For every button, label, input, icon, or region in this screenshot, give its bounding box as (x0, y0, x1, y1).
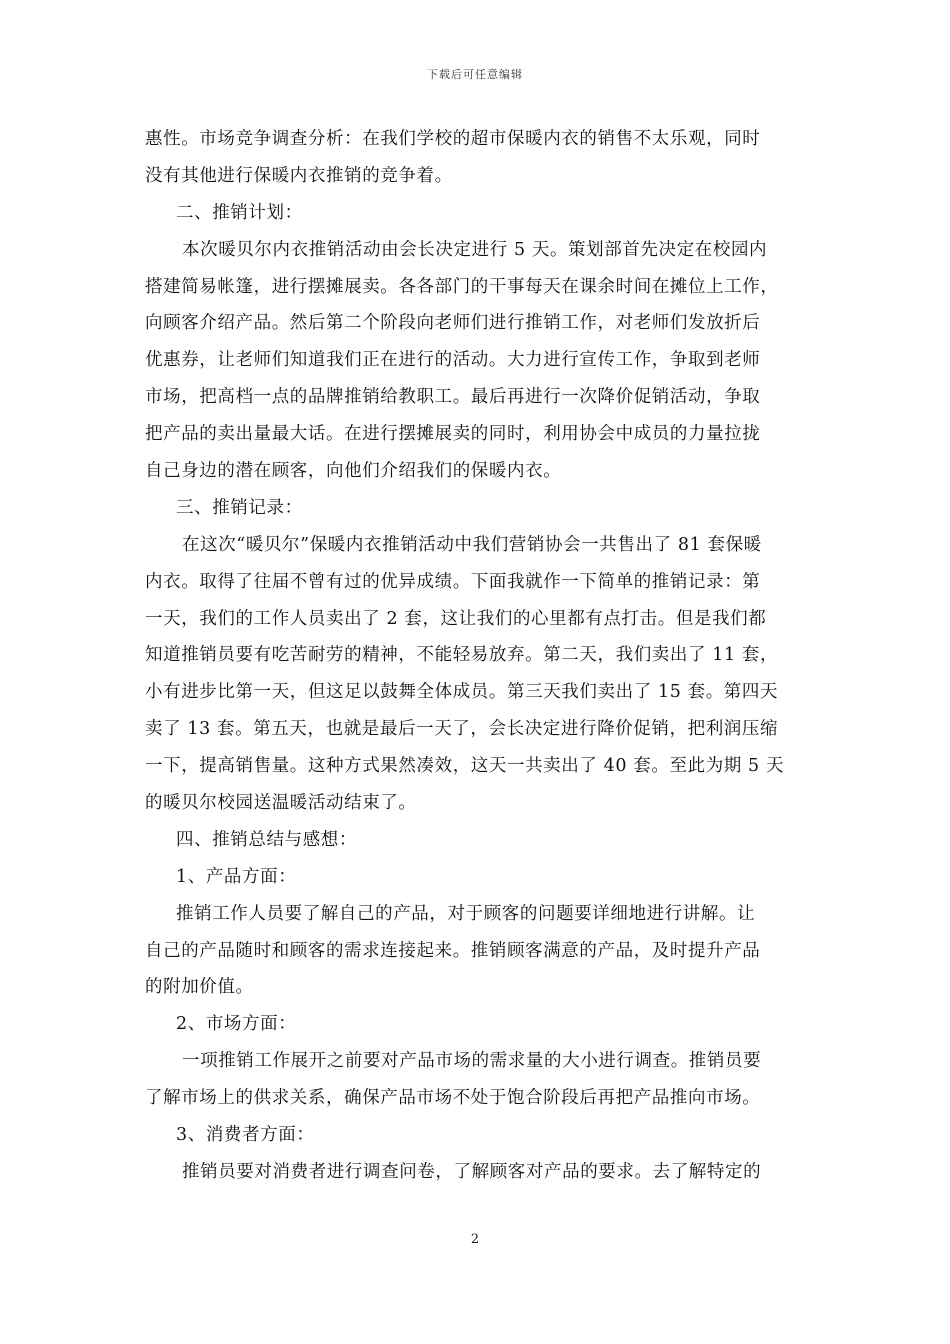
subsection-heading: 3、消费者方面： (176, 1125, 315, 1146)
body-line: 卖了 13 套。第五天，也就是最后一天了，会长决定进行降价促销，把利润压缩 (145, 719, 779, 740)
body-line: 市场，把高档一点的品牌推销给教职工。最后再进行一次降价促销活动，争取 (145, 387, 761, 408)
body-line: 一项推销工作展开之前要对产品市场的需求量的大小进行调查。推销员要 (182, 1051, 762, 1072)
document-body (145, 121, 810, 1191)
body-line: 的附加价值。 (145, 977, 254, 998)
body-line: 在这次“暖贝尔”保暖内衣推销活动中我们营销协会一共售出了 81 套保暖 (182, 534, 762, 555)
page-header-note: 下载后可任意编辑 (427, 68, 523, 81)
body-line: 把产品的卖出量最大话。在进行摆摊展卖的同时，利用协会中成员的力量拉拢 (145, 424, 761, 445)
body-line: 本次暖贝尔内衣推销活动由会长决定进行 5 天。策划部首先决定在校园内 (182, 239, 768, 260)
body-line: 了解市场上的供求关系，确保产品市场不处于饱合阶段后再把产品推向市场。 (145, 1088, 761, 1109)
body-line: 推销员要对消费者进行调查问卷，了解顾客对产品的要求。去了解特定的 (182, 1161, 762, 1182)
body-line: 惠性。市场竞争调查分析：在我们学校的超市保暖内衣的销售不太乐观，同时 (145, 129, 761, 149)
body-line: 的暖贝尔校园送温暖活动结束了。 (145, 793, 417, 814)
body-line: 一天，我们的工作人员卖出了 2 套，这让我们的心里都有点打击。但是我们都 (145, 608, 767, 629)
section-heading: 二、推销计划： (176, 202, 303, 223)
body-line: 一下，提高销售量。这种方式果然凑效，这天一共卖出了 40 套。至此为期 5 天 (145, 756, 785, 777)
body-line: 内衣。取得了往届不曾有过的优异成绩。下面我就作一下简单的推销记录：第 (145, 571, 761, 592)
page-number: 2 (470, 1232, 480, 1247)
section-heading: 三、推销记录： (176, 497, 303, 518)
subsection-heading: 2、市场方面： (176, 1014, 297, 1035)
body-line: 没有其他进行保暖内衣推销的竞争着。 (145, 165, 453, 186)
body-line: 自己的产品随时和顾客的需求连接起来。推销顾客满意的产品，及时提升产品 (145, 940, 761, 961)
body-line: 推销工作人员要了解自己的产品，对于顾客的问题要详细地进行讲解。让 (176, 903, 756, 924)
body-line: 搭建简易帐篷，进行摆摊展卖。各各部门的干事每天在课余时间在摊位上工作， (145, 276, 779, 297)
body-line: 向顾客介绍产品。然后第二个阶段向老师们进行推销工作，对老师们发放折后 (145, 313, 761, 334)
section-heading: 四、推销总结与感想： (176, 829, 357, 850)
body-line: 自己身边的潜在顾客，向他们介绍我们的保暖内衣。 (145, 461, 562, 482)
body-line: 优惠券，让老师们知道我们正在进行的活动。大力进行宣传工作，争取到老师 (145, 350, 761, 371)
body-line: 小有进步比第一天，但这足以鼓舞全体成员。第三天我们卖出了 15 套。第四天 (145, 682, 779, 703)
body-line: 知道推销员要有吃苦耐劳的精神，不能轻易放弃。第二天，我们卖出了 11 套， (145, 645, 779, 666)
subsection-heading: 1、产品方面： (176, 866, 297, 887)
